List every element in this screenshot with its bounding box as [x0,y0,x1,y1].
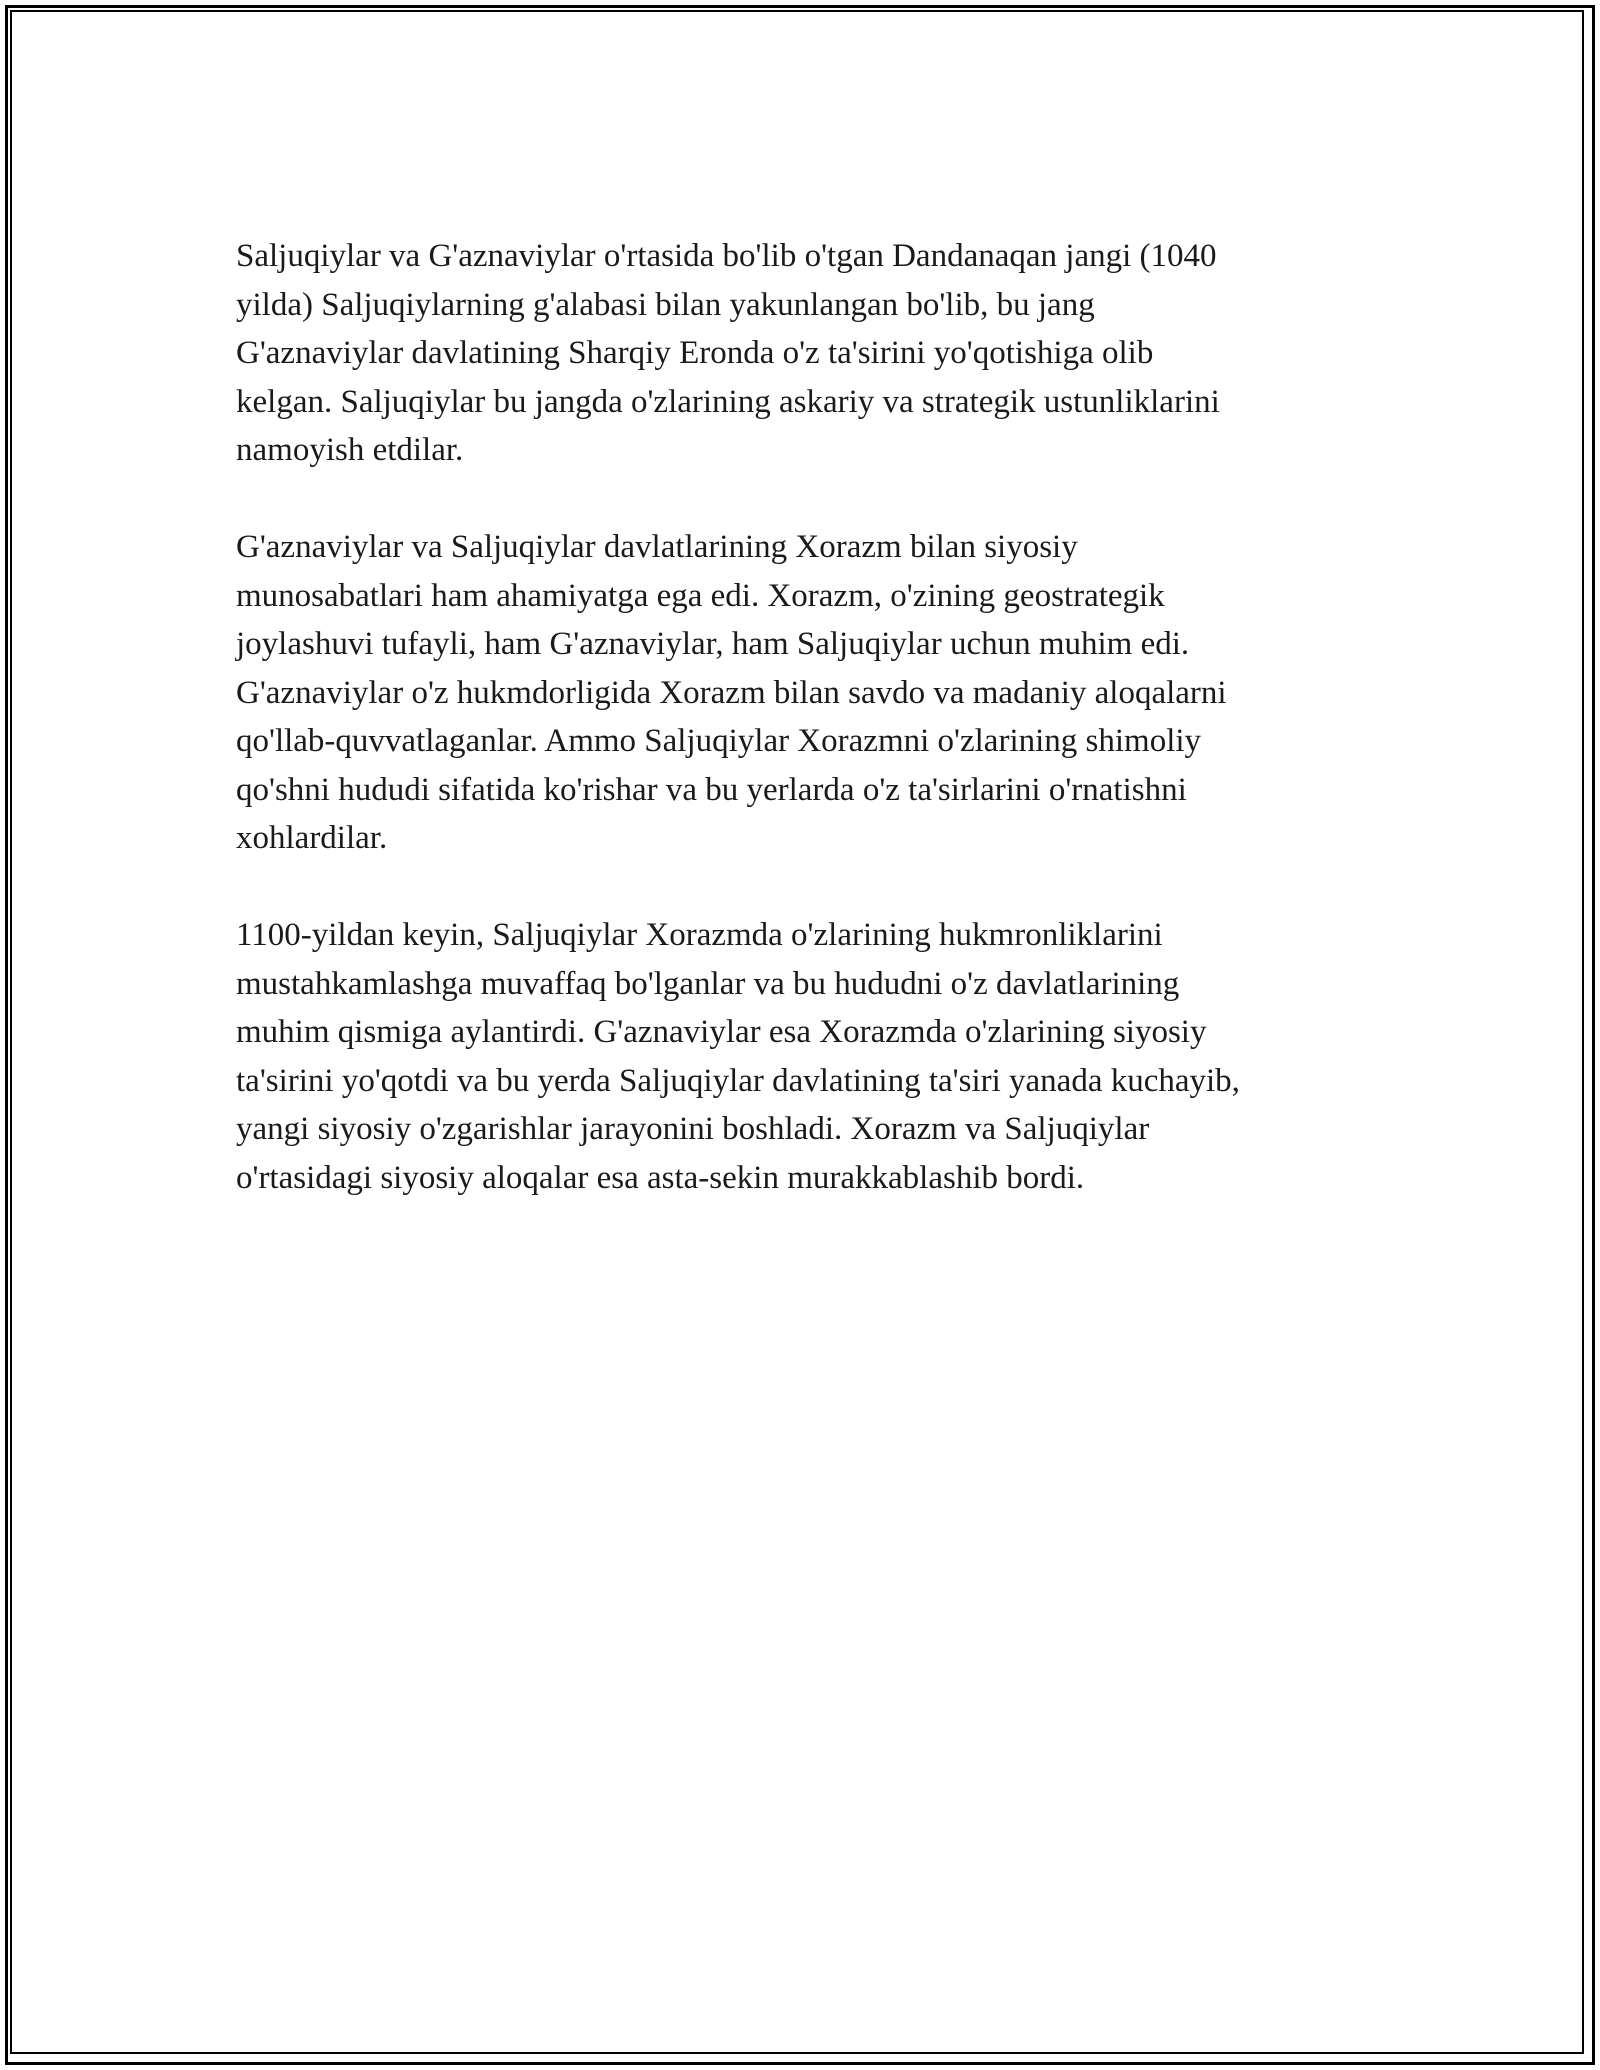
document-body [236,232,1356,1251]
paragraph-dandanaqan-battle: Saljuqiylar va G'aznaviylar o'rtasida bo'lib o'tgan Dandanaqan jangi (1040 yilda) Saljuqiylarning g'alabasi bilan yakunlangan bo'lib, bu jang G'aznaviylar davlatining Sharqiy Eronda o'z ta'sirini yo'qotishiga olib kelgan. Saljuqiylar bu jangda o'zlarining askariy va strategik ustunliklarini namoyish etdilar. [236,238,1220,468]
paragraph-after-1100: 1100-yildan keyin, Saljuqiylar Xorazmda o'zlarining hukmronliklarini mustahkamlashga muvaffaq bo'lganlar va bu hududni o'z davlatlarining muhim qismiga aylantirdi. G'aznaviylar esa Xorazmda o'zlarining siyosiy ta'sirini yo'qotdi va bu yerda Saljuqiylar davlatining ta'siri yanada kuchayib, yangi siyosiy o'zgarishlar jarayonini boshladi. Xorazm va Saljuqiylar o'rtasidagi siyosiy aloqalar esa asta-sekin murakkablashib bordi. [236,917,1240,1196]
paragraph-khwarazm-relations: G'aznaviylar va Saljuqiylar davlatlarining Xorazm bilan siyosiy munosabatlari ham ahamiyatga ega edi. Xorazm, o'zining geostrategik joylashuvi tufayli, ham G'aznaviylar, ham Saljuqiylar uchun muhim edi. G'aznaviylar o'z hukmdorligida Xorazm bilan savdo va madaniy aloqalarni qo'llab-quvvatlaganlar. Ammo Saljuqiylar Xorazmni o'zlarining shimoliy qo'shni hududi sifatida ko'rishar va bu yerlarda o'z ta'sirlarini o'rnatishni xohlardilar. [236,529,1227,856]
